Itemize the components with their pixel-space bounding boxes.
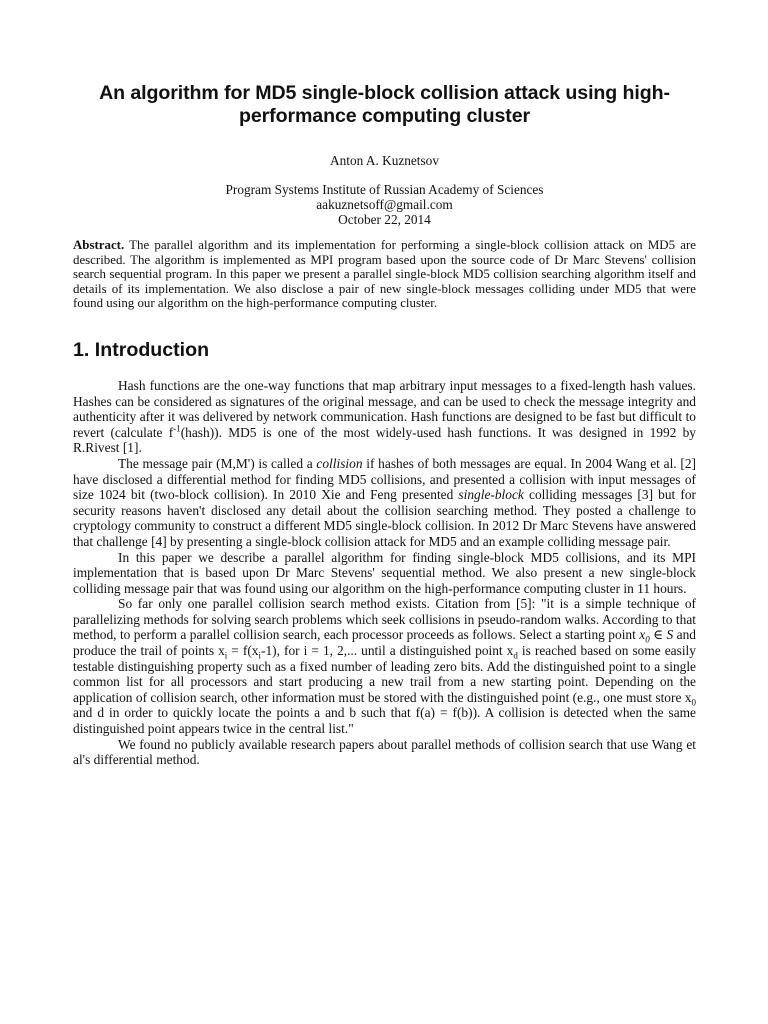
affiliation: Program Systems Institute of Russian Academy of Sciences: [225, 182, 544, 197]
p2-emphasis-single-block: single-block: [458, 487, 524, 503]
author-affiliation-block: [73, 182, 696, 227]
p4-sub-i-2: i: [258, 650, 262, 661]
p4-text-c: = f(x: [227, 643, 259, 659]
paper-title: An algorithm for MD5 single-block collision attack using high-performance computing cluster: [99, 82, 670, 127]
p4-sub-d: d: [513, 650, 518, 661]
abstract-text: The parallel algorithm and its implementation for performing a single-block collision attack on MD5 are described. The algorithm is implemented as MPI program based upon the source code of Dr Marc Stevens' collision search sequential program. In this paper we present a parallel single-block MD5 collision searching algorithm itself and details of its implementation. We also disclose a pair of new single-block messages colliding under MD5 that were found using our algorithm on the high-performance computing cluster.: [73, 238, 696, 311]
p4-text-e: is reached based on some easily testable distinguishing property such as a fixed number of leading zero bits. Add the distinguished point to a single common list for all processors and start producing a new trail from a new starting point. Depending on the application of collision search, other information must be stored with the distinguished point (e.g., one must store x: [73, 643, 696, 705]
p2-text-b: if hashes of both messages are equal. In 2004 Wang et al. [2] have disclosed a differential method for finding MD5 collisions, and presented a collision with input messages of size 1024 bit (two-block collision). In 2010 Xie and Feng presented: [73, 455, 696, 503]
p4-text-a: So far only one parallel collision search method exists. Citation from [5]: "it is a simple technique of parallelizing methods for solving search problems which seek collisions in pseudo-random walks. According to that method, to perform a parallel collision search, each processor proceeds as follows. Select a starting point: [73, 596, 696, 643]
math-x: x: [639, 627, 646, 643]
p4-sub-i: i: [224, 650, 228, 661]
math-in-s: ∈ S: [649, 627, 674, 643]
p1-text-b: (hash)). MD5 is one of the most widely-used hash functions. It was designed in 1992 by R.Rivest [1].: [73, 424, 696, 456]
p4-text-f: and d in order to quickly locate the points a and b such that f(a) = f(b)). A collision is detected when the same distinguished point appears twice in the central list.": [73, 705, 696, 737]
author-name: Anton A. Kuznetsov: [330, 153, 439, 168]
section-heading-introduction: 1. Introduction: [73, 338, 210, 361]
paper-page: [73, 0, 696, 768]
paragraph-2: [73, 456, 696, 550]
p2-text-c: colliding messages [3] but for security reasons haven't disclosed any detail about the collision searching method. They posted a challenge to cryptology community to construct a different MD5 single-block collision. In 2012 Dr Marc Stevens have answered that challenge [4] by presenting a single-block collision attack for MD5 and an example colliding message pair.: [73, 487, 696, 549]
email: aakuznetsoff@gmail.com: [316, 197, 453, 212]
paragraph-3: In this paper we describe a parallel algorithm for finding single-block MD5 collisions, and its MPI implementation that is based upon Dr Marc Stevens' sequential method. We also present a new single-block colliding message pair that was found using our algorithm on the high-performance computing cluster in 11 hours.: [73, 549, 696, 596]
paragraph-1: [73, 378, 696, 456]
p4-text-b: and produce the trail of points x: [73, 627, 696, 659]
p4-sub-0: 0: [691, 697, 696, 708]
abstract: [73, 238, 696, 311]
abstract-label: Abstract.: [73, 238, 125, 252]
math-x0-in-s: [639, 627, 674, 646]
introduction-body: [73, 378, 696, 768]
p2-emphasis-collision: collision: [316, 455, 363, 471]
p1-text-a: Hash functions are the one-way functions that map arbitrary input messages to a fixed-length hash values. Hashes can be considered as signatures of the original message, and can be used to check the message integrity and authenticity after it was delivered by network communication. Hash functions are designed to be fast but difficult to revert (calculate f: [73, 377, 696, 440]
paragraph-5: We found no publicly available research papers about parallel methods of collision search that use Wang et al's differential method.: [73, 736, 696, 768]
math-sub-0: 0: [645, 635, 650, 646]
p2-text-a: The message pair (M,M') is called a: [118, 455, 317, 471]
p4-text-d: -1), for i = 1, 2,... until a distinguished point x: [261, 643, 514, 659]
paragraph-4: [73, 596, 696, 736]
p1-superscript: -1: [173, 423, 181, 434]
date: October 22, 2014: [338, 212, 431, 227]
